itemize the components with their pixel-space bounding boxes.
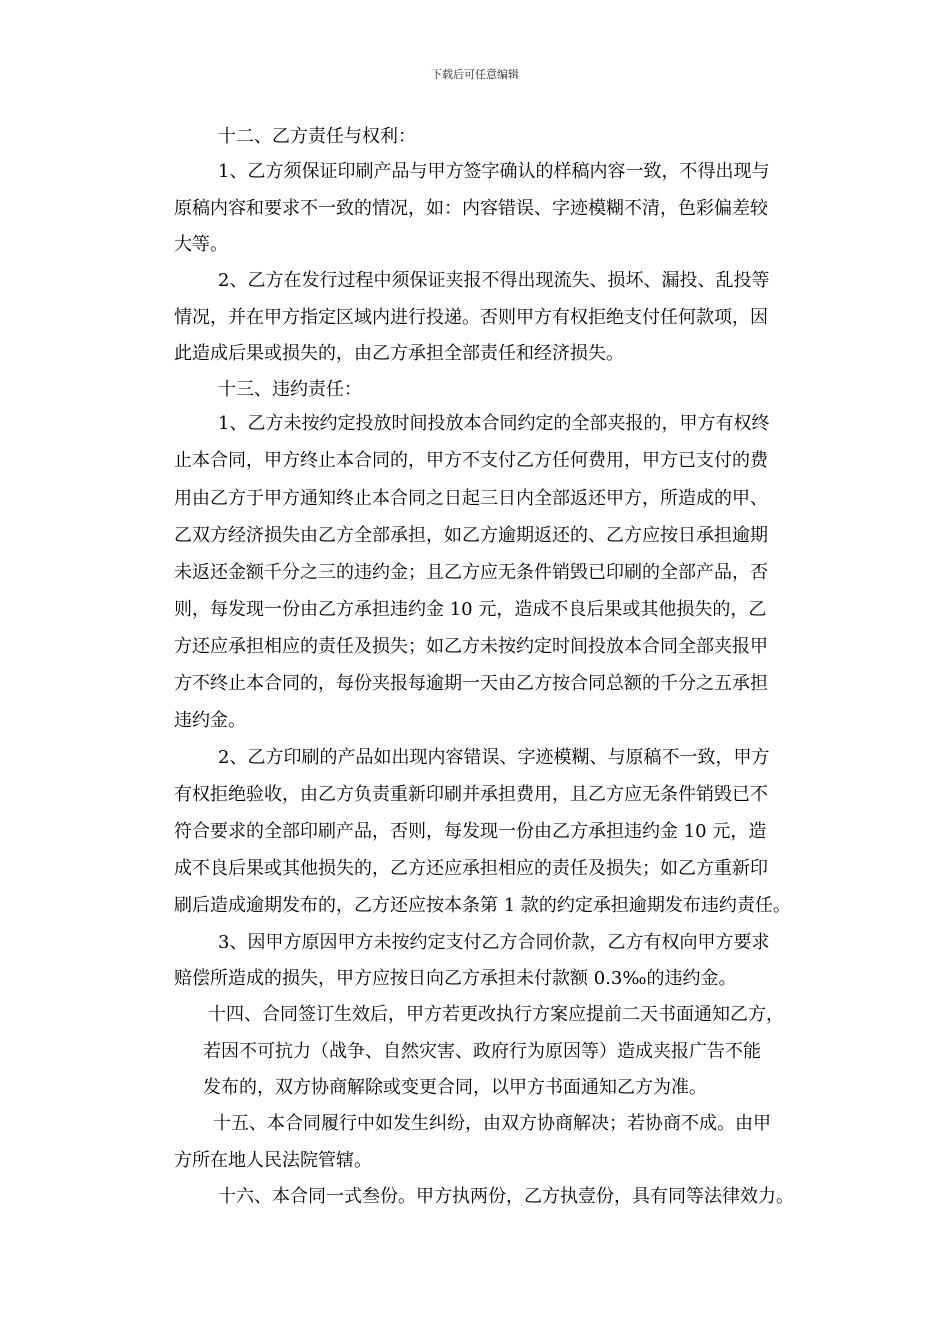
paragraph-line: 有权拒绝验收，由乙方负责重新印刷并承担费用，且乙方应无条件销毁已不: [174, 784, 768, 805]
section-heading-13: 十三、违约责任：: [218, 379, 362, 400]
paragraph-line: 2、乙方在发行过程中须保证夹报不得出现流失、损坏、漏投、乱投等: [218, 270, 770, 291]
paragraph-line: 违约金。: [174, 710, 246, 731]
paragraph-line: 原稿内容和要求不一致的情况，如：内容错误、字迹模糊不清，色彩偏差较: [174, 198, 768, 219]
paragraph-line: 乙双方经济损失由乙方全部承担，如乙方逾期返还的、乙方应按日承担逾期: [174, 525, 768, 546]
paragraph-line: 此造成后果或损失的，由乙方承担全部责任和经济损失。: [174, 343, 624, 364]
paragraph-line: 符合要求的全部印刷产品，否则，每发现一份由乙方承担违约金 10 元，造: [174, 821, 767, 842]
section-heading-14: 十四、合同签订生效后，甲方若更改执行方案应提前二天书面通知乙方，: [208, 1004, 784, 1025]
section-heading-15: 十五、本合同履行中如发生纠纷，由双方协商解决；若协商不成。由甲: [213, 1113, 771, 1134]
paragraph-line: 方所在地人民法院管辖。: [174, 1150, 372, 1171]
paragraph-line: 方不终止本合同的，每份夹报每逾期一天由乙方按合同总额的千分之五承担: [174, 673, 768, 694]
paragraph-line: 发布的，双方协商解除或变更合同，以甲方书面通知乙方为准。: [203, 1077, 707, 1098]
paragraph-line: 若因不可抗力（战争、自然灾害、政府行为原因等）造成夹报广告不能: [203, 1041, 761, 1062]
paragraph-line: 方还应承担相应的责任及损失；如乙方未按约定时间投放本合同全部夹报甲: [174, 636, 768, 657]
paragraph-line: 则，每发现一份由乙方承担违约金 10 元，造成不良后果或其他损失的，乙: [174, 599, 767, 620]
paragraph-line: 1、乙方须保证印刷产品与甲方签字确认的样稿内容一致，不得出现与: [218, 161, 770, 182]
paragraph-line: 未返还金额千分之三的违约金；且乙方应无条件销毁已印刷的全部产品，否: [174, 562, 768, 583]
paragraph-line: 3、因甲方原因甲方未按约定支付乙方合同价款，乙方有权向甲方要求: [218, 932, 770, 953]
section-heading-12: 十二、乙方责任与权利：: [218, 126, 416, 147]
paragraph-line: 1、乙方未按约定投放时间投放本合同约定的全部夹报的，甲方有权终: [218, 413, 770, 434]
paragraph-line: 成不良后果或其他损失的，乙方还应承担相应的责任及损失；如乙方重新印: [174, 858, 768, 879]
paragraph-line: 大等。: [174, 234, 228, 255]
paragraph-line: 用由乙方于甲方通知终止本合同之日起三日内全部返还甲方，所造成的甲、: [174, 488, 768, 509]
page-header: 下载后可任意编辑: [431, 68, 519, 81]
paragraph-line: 止本合同，甲方终止本合同的，甲方不支付乙方任何费用，甲方已支付的费: [174, 450, 768, 471]
section-heading-16: 十六、本合同一式叁份。甲方执两份，乙方执壹份，具有同等法律效力。: [218, 1186, 794, 1207]
paragraph-line: 2、乙方印刷的产品如出现内容错误、字迹模糊、与原稿不一致，甲方: [218, 747, 770, 768]
paragraph-line: 情况，并在甲方指定区域内进行投递。否则甲方有权拒绝支付任何款项，因: [174, 307, 768, 328]
paragraph-line: 刷后造成逾期发布的，乙方还应按本条第 1 款的约定承担逾期发布违约责任。: [174, 895, 791, 916]
paragraph-line: 赔偿所造成的损失，甲方应按日向乙方承担未付款额 0.3‰的违约金。: [174, 968, 737, 989]
